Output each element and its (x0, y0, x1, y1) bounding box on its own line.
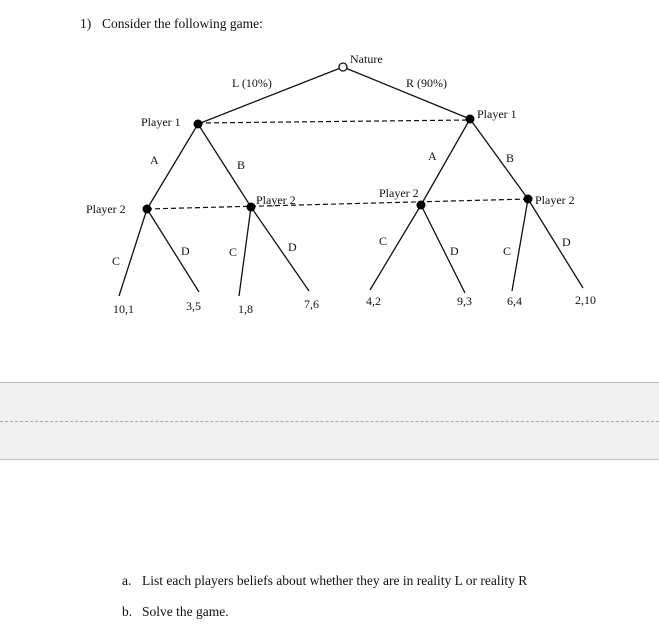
action-b-left: B (237, 158, 246, 172)
player2-node-1 (143, 205, 152, 214)
action-b-right: B (506, 151, 515, 165)
action-c-2: C (229, 245, 238, 259)
payoff-2: 3,5 (186, 299, 201, 313)
action-d-1: D (181, 244, 190, 258)
payoff-8: 2,10 (575, 293, 596, 307)
branch-left-label: L (10%) (232, 76, 272, 90)
player2-node-4 (524, 195, 533, 204)
sub-question-a-label: a. (122, 573, 132, 588)
player2-node-2 (247, 203, 256, 212)
payoff-1: 10,1 (113, 302, 134, 316)
player2-label-4: Player 2 (535, 193, 575, 207)
action-d-3: D (450, 244, 459, 258)
player1-left-label: Player 1 (141, 115, 181, 129)
action-c-4: C (503, 244, 512, 258)
sub-question-b (122, 604, 229, 620)
payoff-4: 7,6 (304, 297, 319, 311)
payoff-6: 9,3 (457, 294, 472, 308)
action-d-2: D (288, 240, 297, 254)
sub-question-a (122, 573, 527, 589)
question-text: Consider the following game: (102, 16, 263, 31)
player1-left-node (194, 120, 203, 129)
action-a-left: A (150, 153, 159, 167)
branch-right-label: R (90%) (406, 76, 447, 90)
answer-input-area[interactable] (0, 382, 659, 460)
player2-node-3 (417, 201, 426, 210)
answer-divider (0, 421, 659, 422)
nature-node (339, 63, 347, 71)
action-d-4: D (562, 235, 571, 249)
sub-question-a-text: List each players beliefs about whether they are in reality L or reality R (142, 573, 528, 588)
action-c-3: C (379, 234, 388, 248)
player2-label-3: Player 2 (379, 186, 419, 200)
player1-right-label: Player 1 (477, 107, 517, 121)
payoff-3: 1,8 (238, 302, 253, 316)
action-a-right: A (428, 149, 437, 163)
sub-question-b-label: b. (122, 604, 133, 619)
payoff-7: 6,4 (507, 294, 522, 308)
player1-right-node (466, 115, 475, 124)
player2-label-2: Player 2 (256, 193, 296, 207)
nature-label: Nature (350, 52, 383, 66)
sub-question-b-text: Solve the game. (142, 604, 229, 619)
player2-label-1: Player 2 (86, 202, 126, 216)
question-number: 1) (80, 16, 92, 31)
payoff-5: 4,2 (366, 294, 381, 308)
action-c-1: C (112, 254, 121, 268)
